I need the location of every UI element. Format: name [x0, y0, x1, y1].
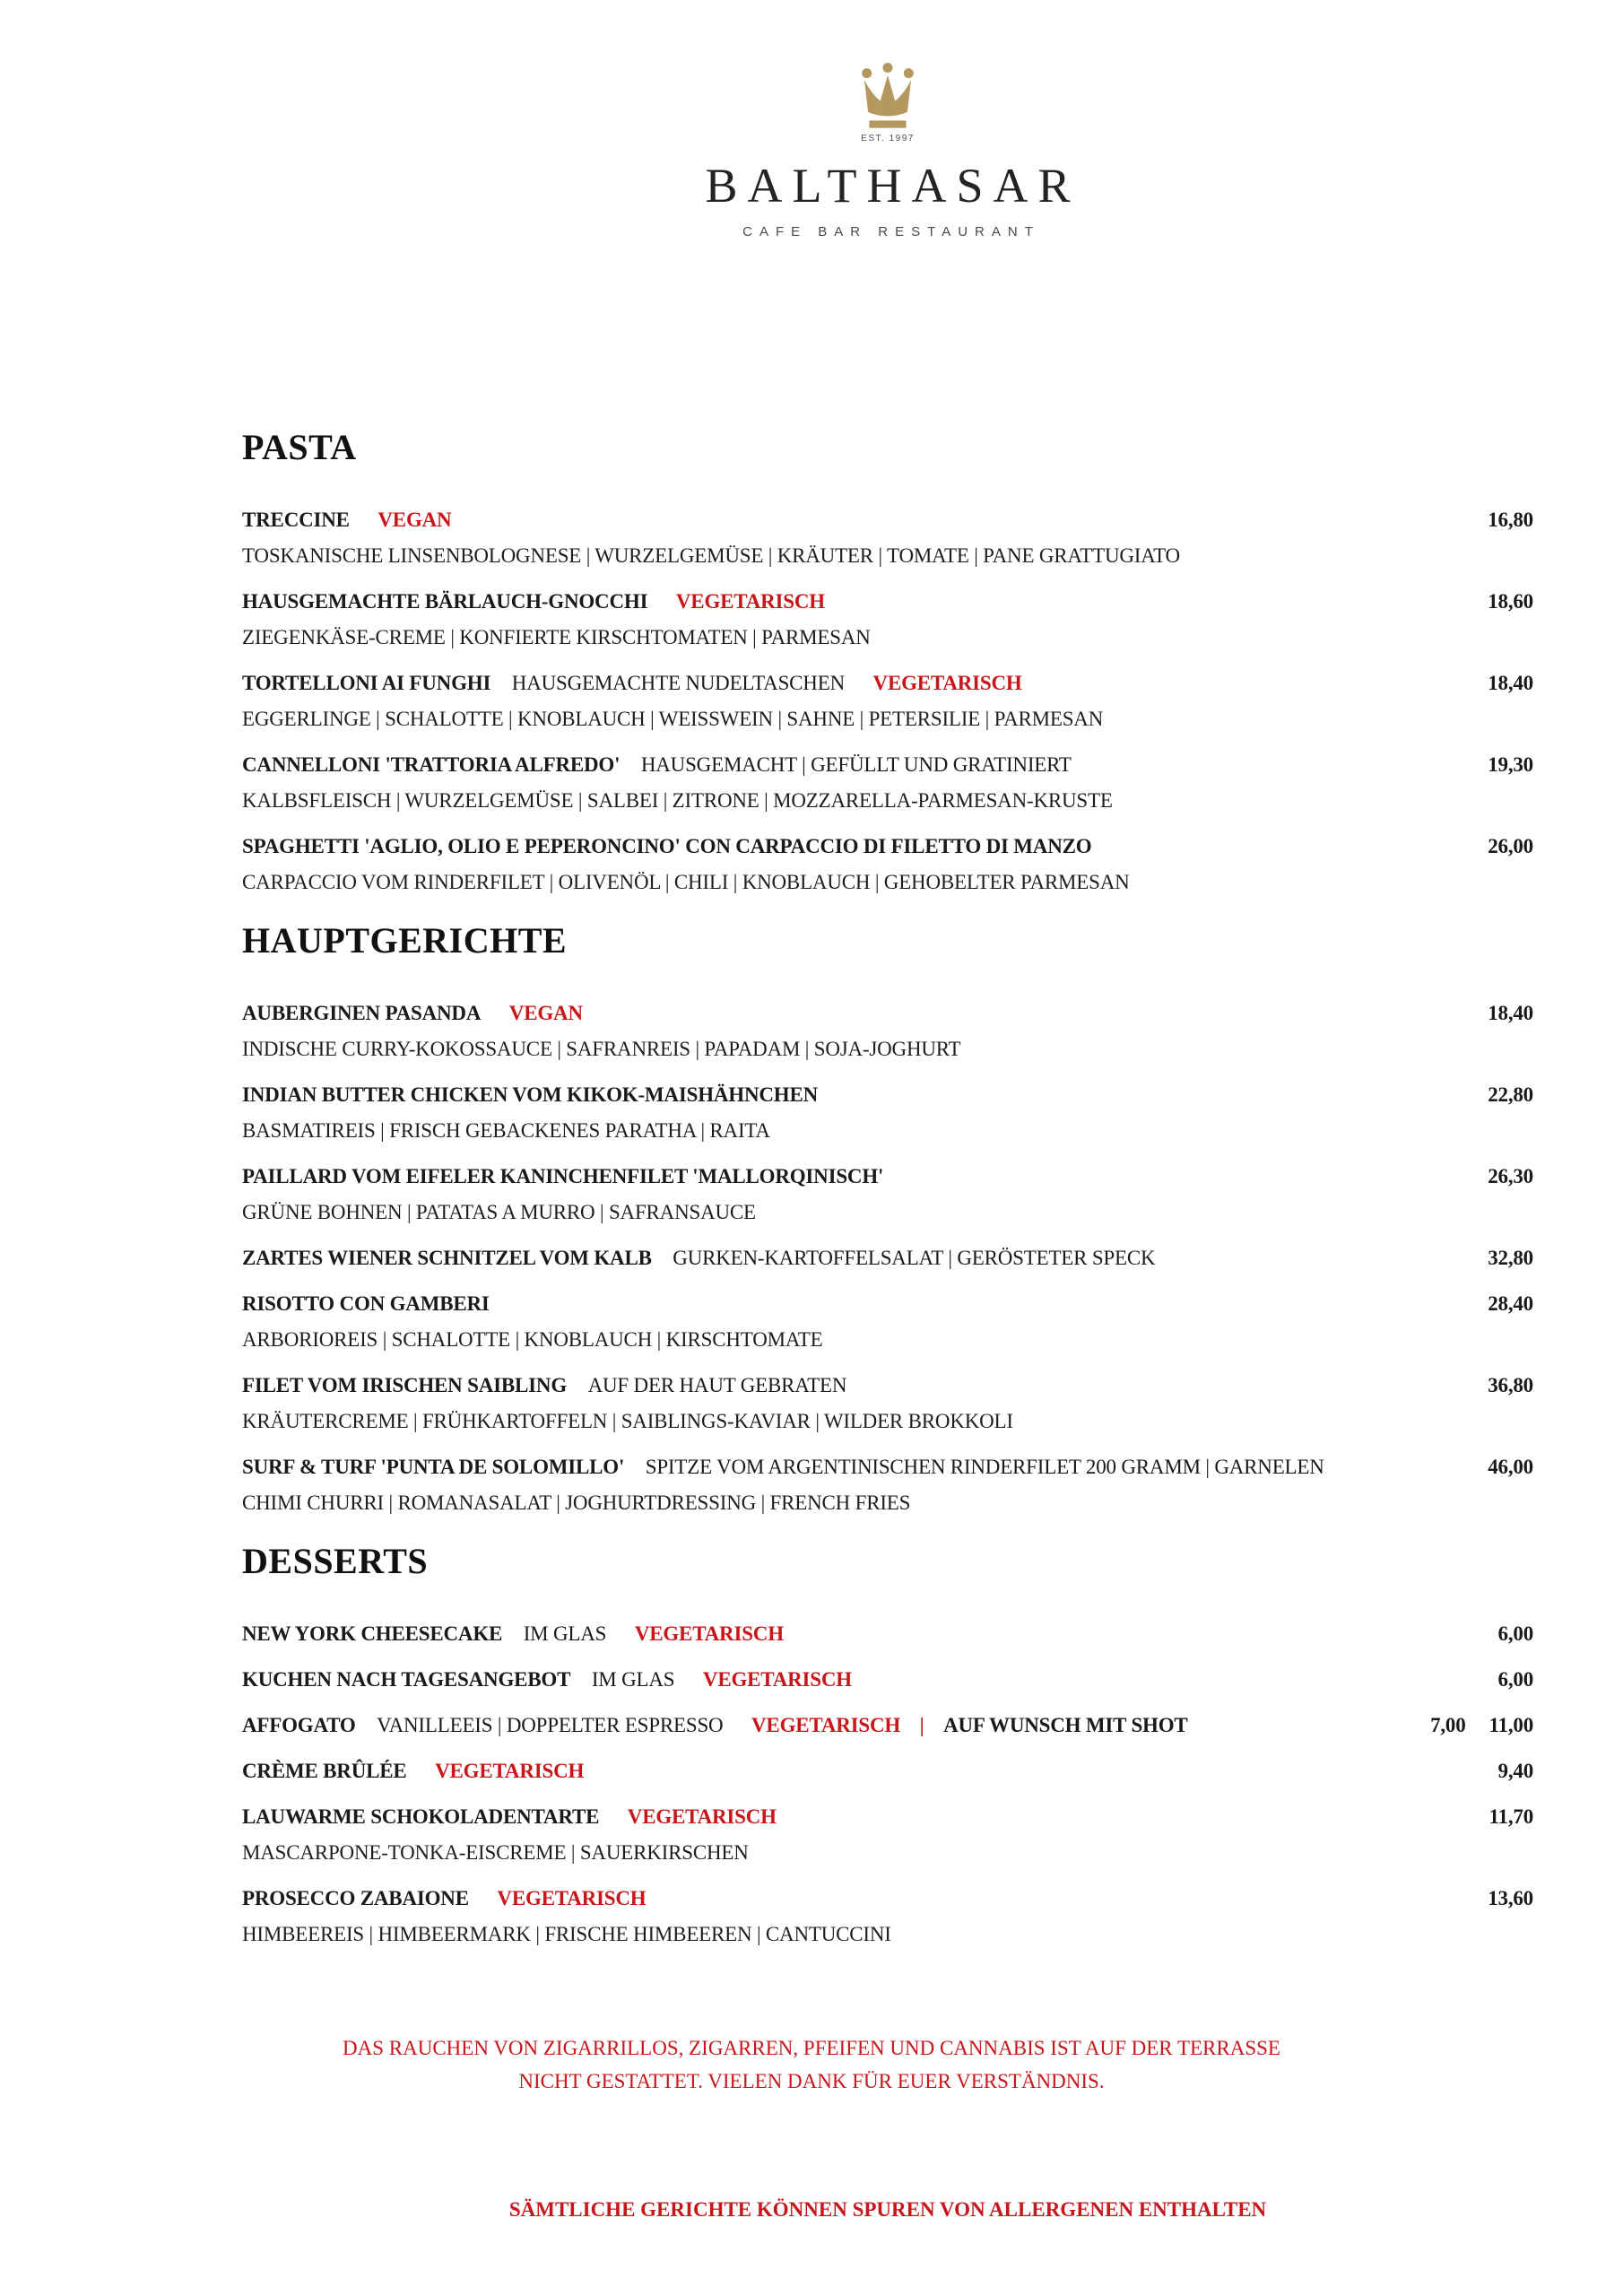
item-price-group [1430, 1713, 1533, 1737]
item-name: ZARTES WIENER SCHNITZEL VOM KALB [242, 1247, 652, 1269]
section-title: HAUPTGERICHTE [242, 920, 568, 961]
item-title-line [242, 1083, 1533, 1107]
menu-item [242, 1246, 1533, 1270]
section-items [242, 1001, 1533, 1515]
item-description: TOSKANISCHE LINSENBOLOGNESE | WURZELGEMÜSE | KRÄUTER | TOMATE | PANE GRATTUGIATO [242, 544, 1180, 567]
item-extra-note: AUF WUNSCH MIT SHOT [943, 1714, 1188, 1736]
menu-item [242, 1667, 1533, 1692]
menu-item [242, 752, 1533, 813]
item-title-line [242, 1455, 1533, 1479]
brand-established: EST. 1997 [861, 134, 915, 144]
item-price-group [1488, 752, 1533, 777]
section-title: PASTA [242, 427, 357, 467]
smoking-notice [90, 2031, 1533, 2098]
brand-subtitle: CAFE BAR RESTAURANT [742, 224, 1040, 239]
item-diet-tag: VEGETARISCH [634, 1622, 784, 1645]
item-name: CRÈME BRÛLÉE [242, 1760, 407, 1782]
menu-item [242, 508, 1533, 568]
item-title-line [242, 1667, 1533, 1692]
item-title-line [242, 1164, 1533, 1188]
item-title-line [242, 1886, 1533, 1910]
item-diet-tag: VEGAN [378, 509, 452, 531]
item-description: KALBSFLEISCH | WURZELGEMÜSE | SALBEI | ZITRONE | MOZZARELLA-PARMESAN-KRUSTE [242, 789, 1113, 812]
item-description: ARBORIOREIS | SCHALOTTE | KNOBLAUCH | KIRSCHTOMATE [242, 1328, 823, 1351]
item-title-line [242, 834, 1533, 858]
menu-section [242, 1540, 1533, 1946]
item-price-group [1488, 1164, 1533, 1188]
item-diet-tag: VEGETARISCH [872, 672, 1022, 694]
item-diet-tag: VEGETARISCH [675, 590, 825, 613]
item-subtitle: SPITZE VOM ARGENTINISCHEN RINDERFILET 200 GRAMM | GARNELEN [645, 1456, 1324, 1478]
item-price-group [1488, 671, 1533, 695]
item-description: MASCARPONE-TONKA-EISCREME | SAUERKIRSCHEN [242, 1841, 749, 1864]
item-price-group [1489, 1805, 1533, 1829]
item-price-group [1488, 1455, 1533, 1479]
menu-item [242, 1083, 1533, 1143]
item-price: 32,80 [1488, 1247, 1533, 1269]
brand-name: BALTHASAR [705, 159, 1081, 213]
item-description: CHIMI CHURRI | ROMANASALAT | JOGHURTDRESSING | FRENCH FRIES [242, 1492, 911, 1514]
item-price-group [1488, 1292, 1533, 1316]
item-subtitle: HAUSGEMACHT | GEFÜLLT UND GRATINIERT [640, 753, 1072, 776]
item-name: RISOTTO CON GAMBERI [242, 1292, 490, 1315]
item-price: 16,80 [1488, 509, 1533, 531]
menu-item [242, 1805, 1533, 1865]
item-description: HIMBEEREIS | HIMBEERMARK | FRISCHE HIMBEEREN | CANTUCCINI [242, 1923, 891, 1945]
item-title-line [242, 1805, 1533, 1829]
item-price-group [1488, 1373, 1533, 1397]
item-subtitle: IM GLAS [523, 1622, 607, 1645]
item-description: EGGERLINGE | SCHALOTTE | KNOBLAUCH | WEISSWEIN | SAHNE | PETERSILIE | PARMESAN [242, 708, 1104, 730]
item-name: INDIAN BUTTER CHICKEN VOM KIKOK-MAISHÄHNCHEN [242, 1083, 819, 1106]
menu-item [242, 1455, 1533, 1515]
item-price-group [1488, 834, 1533, 858]
item-description: INDISCHE CURRY-KOKOSSAUCE | SAFRANREIS | PAPADAM | SOJA-JOGHURT [242, 1038, 961, 1060]
menu-item [242, 1001, 1533, 1061]
item-diet-tag: VEGETARISCH [751, 1714, 901, 1736]
menu-sections [242, 426, 1533, 1946]
item-name: LAUWARME SCHOKOLADENTARTE [242, 1805, 600, 1828]
item-price-group [1498, 1759, 1533, 1783]
item-description: GRÜNE BOHNEN | PATATAS A MURRO | SAFRANSAUCE [242, 1201, 756, 1223]
item-name: NEW YORK CHEESECAKE [242, 1622, 503, 1645]
section-title: DESSERTS [242, 1541, 429, 1581]
item-price: 6,00 [1497, 1668, 1533, 1691]
menu-item [242, 1622, 1533, 1646]
item-diet-tag: VEGAN [508, 1002, 583, 1024]
item-title-line [242, 1373, 1533, 1397]
item-title-line [242, 508, 1533, 532]
menu-item [242, 1713, 1533, 1737]
menu-item [242, 1164, 1533, 1224]
item-price: 19,30 [1488, 753, 1533, 776]
item-title-line [242, 1001, 1533, 1025]
item-name: AUBERGINEN PASANDA [242, 1002, 482, 1024]
menu-item [242, 1759, 1533, 1783]
item-price: 46,00 [1488, 1456, 1533, 1478]
item-title-line [242, 1713, 1533, 1737]
menu-item [242, 1292, 1533, 1352]
item-price: 11,00 [1488, 1714, 1533, 1736]
item-name: SURF & TURF 'PUNTA DE SOLOMILLO' [242, 1456, 625, 1478]
item-price-secondary: 7,00 [1430, 1714, 1466, 1736]
item-price: 18,60 [1488, 590, 1533, 613]
item-price-group [1498, 1622, 1533, 1646]
section-items [242, 1622, 1533, 1946]
section-items [242, 508, 1533, 894]
smoking-notice-line2: NICHT GESTATTET. VIELEN DANK FÜR EUER VERSTÄNDNIS. [518, 2070, 1105, 2092]
item-name: TRECCINE [242, 509, 350, 531]
crown-logo-icon [858, 63, 917, 129]
item-price: 13,60 [1488, 1887, 1533, 1909]
item-name: PROSECCO ZABAIONE [242, 1887, 469, 1909]
item-price: 26,00 [1488, 835, 1533, 857]
brand-header [242, 63, 1533, 239]
item-diet-tag: VEGETARISCH [497, 1887, 647, 1909]
menu-footer [242, 2031, 1533, 2222]
item-price-group [1488, 1001, 1533, 1025]
item-diet-tag: VEGETARISCH [627, 1805, 777, 1828]
item-description: BASMATIREIS | FRISCH GEBACKENES PARATHA | RAITA [242, 1119, 770, 1142]
item-diet-tag: VEGETARISCH [702, 1668, 852, 1691]
menu-item [242, 1373, 1533, 1433]
item-price: 18,40 [1488, 1002, 1533, 1024]
item-name: KUCHEN NACH TAGESANGEBOT [242, 1668, 571, 1691]
menu-section [242, 919, 1533, 1515]
item-subtitle: GURKEN-KARTOFFELSALAT | GERÖSTETER SPECK [673, 1247, 1156, 1269]
menu-section [242, 426, 1533, 894]
item-name: CANNELLONI 'TRATTORIA ALFREDO' [242, 753, 621, 776]
item-price-group [1488, 1886, 1533, 1910]
allergen-notice: SÄMTLICHE GERICHTE KÖNNEN SPUREN VON ALLERGENEN ENTHALTEN [508, 2198, 1267, 2221]
item-price: 22,80 [1488, 1083, 1533, 1106]
item-description: KRÄUTERCREME | FRÜHKARTOFFELN | SAIBLINGS-KAVIAR | WILDER BROKKOLI [242, 1410, 1013, 1432]
item-name: HAUSGEMACHTE BÄRLAUCH-GNOCCHI [242, 590, 648, 613]
item-subtitle: AUF DER HAUT GEBRATEN [587, 1374, 847, 1396]
item-subtitle: VANILLEEIS | DOPPELTER ESPRESSO [377, 1714, 724, 1736]
item-name: FILET VOM IRISCHEN SAIBLING [242, 1374, 568, 1396]
item-price-group [1488, 508, 1533, 532]
item-price-group [1488, 589, 1533, 613]
item-extra-separator: | [919, 1714, 924, 1736]
menu-item [242, 834, 1533, 894]
menu-item [242, 589, 1533, 649]
item-subtitle: IM GLAS [591, 1668, 675, 1691]
item-price-group [1488, 1083, 1533, 1107]
menu-item [242, 1886, 1533, 1946]
item-title-line [242, 752, 1533, 777]
item-name: PAILLARD VOM EIFELER KANINCHENFILET 'MALLORQINISCH' [242, 1165, 884, 1187]
item-price: 9,40 [1497, 1760, 1533, 1782]
menu-item [242, 671, 1533, 731]
item-diet-tag: VEGETARISCH [435, 1760, 585, 1782]
item-name: SPAGHETTI 'AGLIO, OLIO E PEPERONCINO' CON CARPACCIO DI FILETTO DI MANZO [242, 835, 1092, 857]
item-description: CARPACCIO VOM RINDERFILET | OLIVENÖL | CHILI | KNOBLAUCH | GEHOBELTER PARMESAN [242, 871, 1130, 893]
item-title-line [242, 1292, 1533, 1316]
item-subtitle: HAUSGEMACHTE NUDELTASCHEN [511, 672, 845, 694]
item-title-line [242, 1759, 1533, 1783]
item-price: 6,00 [1497, 1622, 1533, 1645]
item-title-line [242, 1246, 1533, 1270]
item-name: AFFOGATO [242, 1714, 356, 1736]
item-price: 18,40 [1488, 672, 1533, 694]
item-title-line [242, 1622, 1533, 1646]
item-price-group [1498, 1667, 1533, 1692]
item-price: 26,30 [1488, 1165, 1533, 1187]
item-title-line [242, 671, 1533, 695]
smoking-notice-line1: DAS RAUCHEN VON ZIGARRILLOS, ZIGARREN, PFEIFEN UND CANNABIS IST AUF DER TERRASSE [343, 2037, 1280, 2059]
item-title-line [242, 589, 1533, 613]
item-description: ZIEGENKÄSE-CREME | KONFIERTE KIRSCHTOMATEN | PARMESAN [242, 626, 871, 648]
item-price: 36,80 [1488, 1374, 1533, 1396]
item-price: 11,70 [1488, 1805, 1533, 1828]
item-price: 28,40 [1488, 1292, 1533, 1315]
item-name: TORTELLONI AI FUNGHI [242, 672, 491, 694]
item-price-group [1488, 1246, 1533, 1270]
